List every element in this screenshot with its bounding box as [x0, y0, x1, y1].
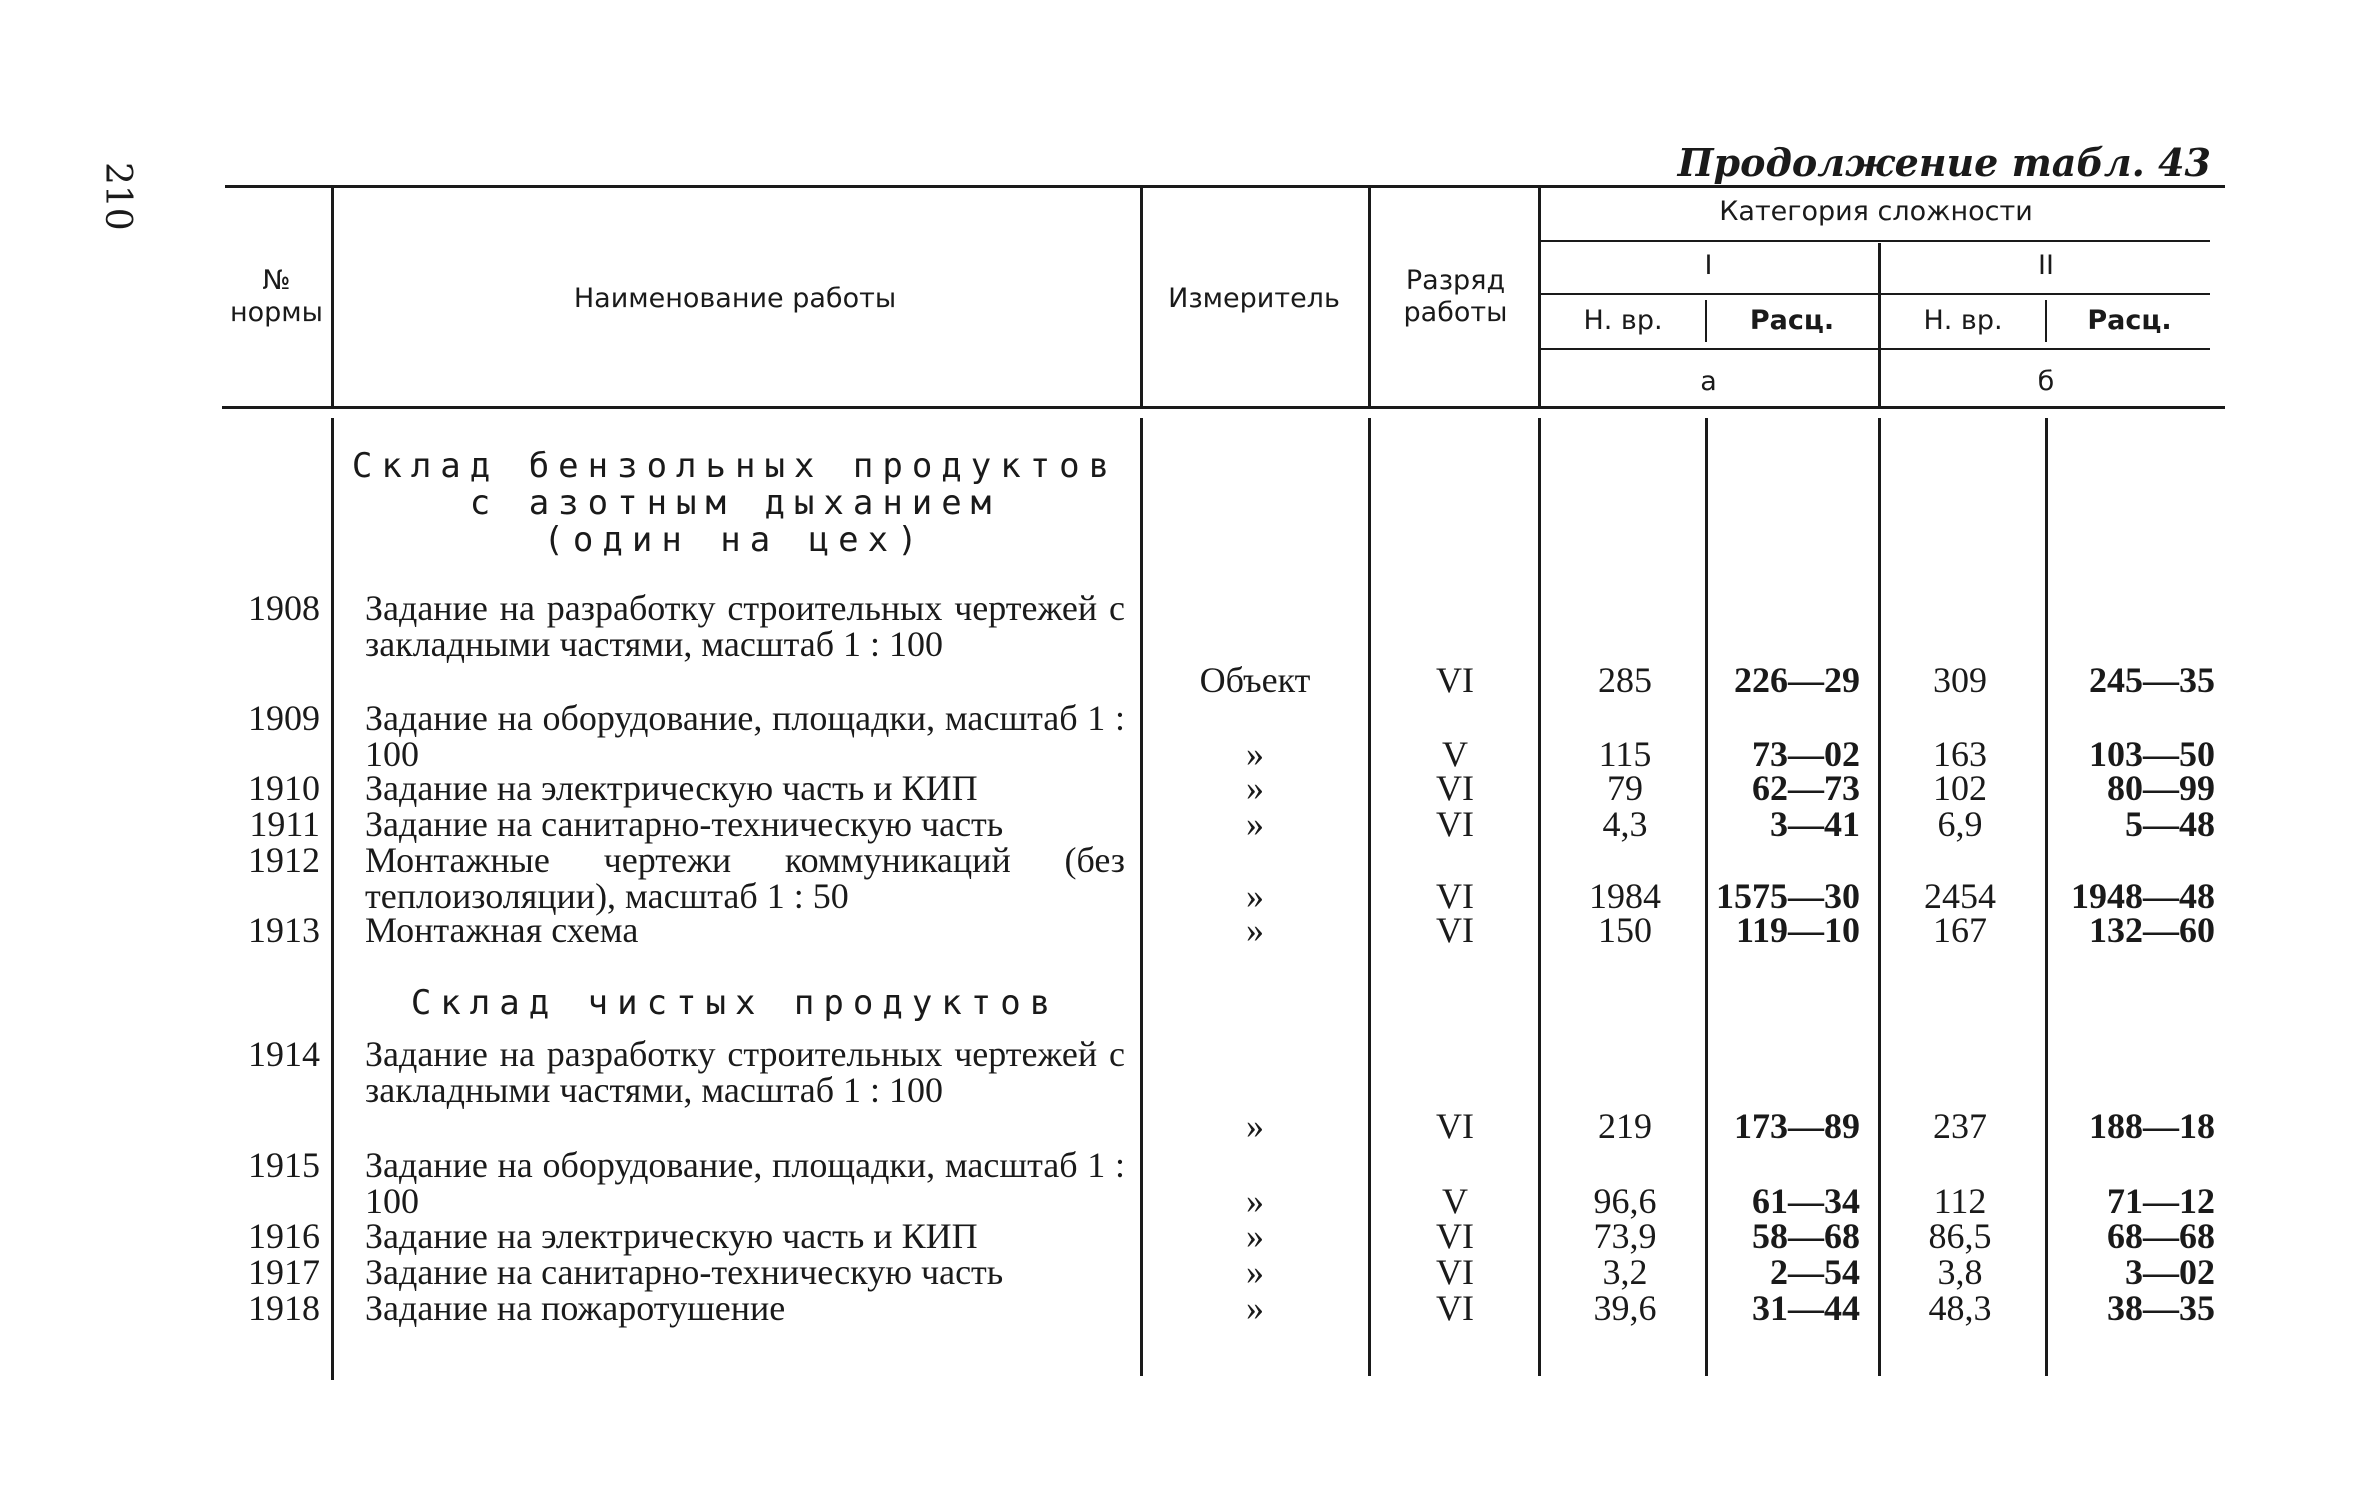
work-name: Задание на электрическую часть и КИП — [365, 768, 978, 808]
header-rate-II: Расц. — [2087, 305, 2172, 336]
section-title-line: (один на цех) — [543, 520, 927, 560]
rate-cat-I: 1575—30 — [1716, 876, 1860, 916]
rate-cat-I: 31—44 — [1752, 1288, 1860, 1328]
time-cat-I: 79 — [1607, 768, 1643, 808]
time-cat-II: 237 — [1933, 1106, 1987, 1146]
time-cat-II: 167 — [1933, 910, 1987, 950]
rate-cat-II: 1948—48 — [2071, 876, 2215, 916]
grade-value: VI — [1436, 1106, 1474, 1146]
col-divider — [1878, 418, 1881, 1376]
col-divider — [1368, 188, 1371, 406]
work-name: Задание на оборудование, площадки, масштаб 1 : 100 — [365, 698, 1125, 774]
grade-value: V — [1442, 734, 1468, 774]
grade-value: V — [1442, 1181, 1468, 1221]
time-cat-II: 6,9 — [1937, 804, 1983, 844]
col-divider — [1705, 418, 1708, 1376]
grade-value: VI — [1436, 1252, 1474, 1292]
section-title-pure — [335, 985, 1135, 1022]
rate-cat-I: 73—02 — [1752, 734, 1860, 774]
time-rate-rule — [1540, 348, 2210, 350]
unit-value: » — [1246, 1181, 1264, 1221]
rate-cat-II: 71—12 — [2107, 1181, 2215, 1221]
unit-value: » — [1246, 804, 1264, 844]
time-cat-II: 3,8 — [1937, 1252, 1983, 1292]
norm-number: 1918 — [248, 1288, 320, 1328]
norm-number: 1913 — [248, 910, 320, 950]
section-title-text — [335, 448, 1135, 559]
col-divider — [1705, 300, 1707, 342]
section-title-benzene — [335, 448, 1135, 559]
norm-number: 1909 — [248, 698, 320, 738]
time-cat-I: 285 — [1598, 660, 1652, 700]
work-name: Задание на разработку строительных чертежей с закладными частями, масштаб 1 : 100 — [365, 588, 1125, 664]
category-sub-rule — [1540, 293, 2210, 295]
rate-cat-II: 103—50 — [2089, 734, 2215, 774]
norm-number: 1917 — [248, 1252, 320, 1292]
unit-value: » — [1246, 876, 1264, 916]
time-cat-I: 115 — [1598, 734, 1652, 774]
rate-cat-I: 173—89 — [1734, 1106, 1860, 1146]
work-name: Задание на санитарно-техническую часть — [365, 1252, 1004, 1292]
time-cat-I: 219 — [1598, 1106, 1652, 1146]
rate-cat-I: 2—54 — [1770, 1252, 1860, 1292]
unit-value: » — [1246, 910, 1264, 950]
header-unit: Измеритель — [1168, 283, 1340, 314]
time-cat-II: 2454 — [1924, 876, 1996, 916]
work-name: Задание на санитарно-техническую часть — [365, 804, 1004, 844]
rate-cat-II: 80—99 — [2107, 768, 2215, 808]
grade-value: VI — [1436, 804, 1474, 844]
grade-value: VI — [1436, 1216, 1474, 1256]
time-cat-I: 96,6 — [1593, 1181, 1657, 1221]
unit-value: » — [1246, 768, 1264, 808]
time-cat-I: 150 — [1598, 910, 1652, 950]
norm-number: 1910 — [248, 768, 320, 808]
grade-value: VI — [1436, 1288, 1474, 1328]
col-divider — [331, 418, 334, 1380]
table-top-rule — [225, 185, 2225, 188]
rate-cat-II: 245—35 — [2089, 660, 2215, 700]
rate-cat-II: 38—35 — [2107, 1288, 2215, 1328]
header-grade: Разряд работы — [1403, 265, 1508, 328]
time-cat-II: 48,3 — [1928, 1288, 1992, 1328]
unit-value: » — [1246, 1106, 1264, 1146]
norm-number: 1915 — [248, 1145, 320, 1185]
rate-cat-II: 68—68 — [2107, 1216, 2215, 1256]
unit-value: » — [1246, 734, 1264, 774]
work-name: Задание на оборудование, площадки, масштаб 1 : 100 — [365, 1145, 1125, 1221]
header-cat-I: I — [1704, 250, 1713, 281]
header-rate-I: Расц. — [1749, 305, 1835, 336]
work-name: Монтажная схема — [365, 910, 639, 950]
norm-number: 1912 — [248, 840, 320, 880]
norm-number: 1908 — [248, 588, 320, 628]
time-cat-I: 3,2 — [1602, 1252, 1648, 1292]
time-cat-I: 73,9 — [1593, 1216, 1657, 1256]
col-divider — [2045, 300, 2047, 342]
work-name: Задание на электрическую часть и КИП — [365, 1216, 978, 1256]
time-cat-II: 102 — [1933, 768, 1987, 808]
rate-cat-I: 119—10 — [1735, 910, 1860, 950]
header-bottom-rule — [222, 406, 2225, 409]
time-cat-II: 86,5 — [1928, 1216, 1992, 1256]
section-title-text: Склад чистых продуктов — [410, 983, 1060, 1023]
norm-number: 1916 — [248, 1216, 320, 1256]
work-name: Монтажные чертежи коммуникаций (без теплоизоляции), масштаб 1 : 50 — [365, 840, 1125, 916]
rate-cat-II: 188—18 — [2089, 1106, 2215, 1146]
work-name: Задание на разработку строительных чертежей с закладными частями, масштаб 1 : 100 — [365, 1034, 1125, 1110]
page-number: 210 — [97, 162, 138, 231]
grade-value: VI — [1436, 876, 1474, 916]
header-time-II: Н. вр. — [1923, 305, 2003, 336]
section-title-line: с азотным дыханием — [469, 483, 1001, 523]
rate-cat-II: 3—02 — [2125, 1252, 2215, 1292]
time-cat-II: 309 — [1933, 660, 1987, 700]
category-rule — [1540, 240, 2210, 242]
time-cat-II: 163 — [1933, 734, 1987, 774]
grade-value: VI — [1436, 768, 1474, 808]
rate-cat-I: 58—68 — [1752, 1216, 1860, 1256]
grade-value: VI — [1436, 660, 1474, 700]
time-cat-I: 39,6 — [1593, 1288, 1657, 1328]
unit-value: » — [1246, 1216, 1264, 1256]
rate-cat-I: 61—34 — [1752, 1181, 1860, 1221]
header-sub-a: а — [1700, 366, 1717, 397]
header-time-I: Н. вр. — [1583, 305, 1663, 336]
work-name: Задание на пожаротушение — [365, 1288, 786, 1328]
header-norm-no: № нормы — [230, 265, 323, 328]
rate-cat-I: 226—29 — [1734, 660, 1860, 700]
unit-value: » — [1246, 1252, 1264, 1292]
time-cat-II: 112 — [1933, 1181, 1987, 1221]
header-category: Категория сложности — [1719, 196, 2033, 227]
time-cat-I: 1984 — [1589, 876, 1661, 916]
rate-cat-I: 62—73 — [1752, 768, 1860, 808]
header-cat-II: II — [2038, 250, 2054, 281]
rate-cat-II: 132—60 — [2089, 910, 2215, 950]
section-title-line: Склад бензольных продуктов — [351, 446, 1119, 486]
continuation-title: Продолжение табл. 43 — [1677, 140, 2211, 185]
norm-number: 1914 — [248, 1034, 320, 1074]
time-cat-I: 4,3 — [1602, 804, 1648, 844]
grade-value: VI — [1436, 910, 1474, 950]
rate-cat-II: 5—48 — [2125, 804, 2215, 844]
header-sub-b: б — [2037, 366, 2055, 397]
rate-cat-I: 3—41 — [1770, 804, 1860, 844]
unit-value: » — [1246, 1288, 1264, 1328]
header-work-name: Наименование работы — [573, 283, 897, 314]
norm-number: 1911 — [249, 804, 320, 844]
col-divider — [331, 188, 334, 406]
unit-value: Объект — [1199, 660, 1311, 700]
